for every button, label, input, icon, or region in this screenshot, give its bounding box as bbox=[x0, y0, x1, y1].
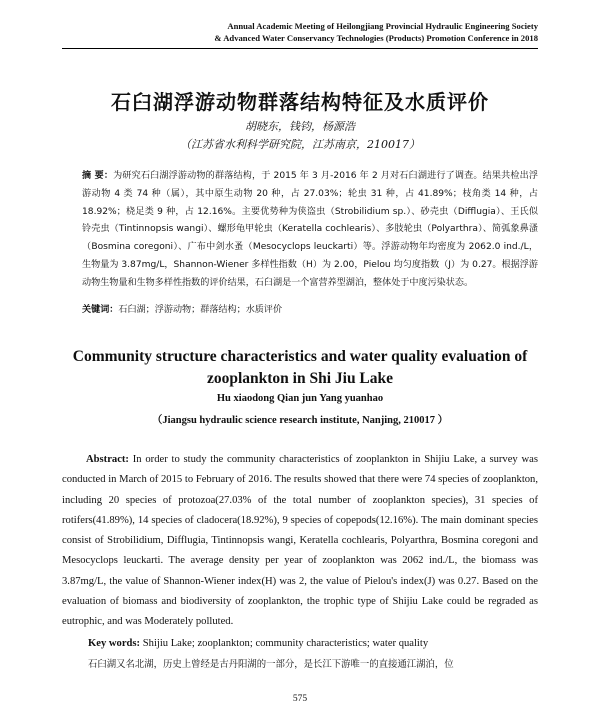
chinese-abstract-label: 摘 要： bbox=[82, 171, 114, 181]
page-number: 575 bbox=[292, 694, 308, 704]
running-header bbox=[214, 20, 538, 44]
english-keywords-text: Shijiu Lake; zooplankton; community characteristics; water quality bbox=[142, 638, 429, 649]
english-abstract-label: Abstract: bbox=[86, 454, 129, 465]
header-line-1: Annual Academic Meeting of Heilongjiang Provincial Hydraulic Engineering Society bbox=[227, 21, 538, 31]
chinese-abstract-text: 为研究石臼湖浮游动物的群落结构，于 2015 年 3 月-2016 年 2 月对石臼湖进行了调查。结果共检出浮游动物 4 类 74 种（属），其中原生动物 20 种，占 27.03%；轮虫 31 种，占 41.89%；枝角类 14 种，占 18.92%；桡足类 9 种，占 12.16%。主要优势种为侠盗虫（Strobilidium sp.）、砂壳虫（Difflugia）、王氏似铃壳虫（Tintinnopsis wangi）、螺形龟甲轮虫（Keratella cochlearis）、多肢轮虫（Polyarthra）、简弧象鼻溞（Bosmina coregoni）、广布中剑水蚤（Mesocyclops leuckarti）等。浮游动物年均密度为 2062.0 ind./L，生物量为 3.87mg/L，Shannon-Wiener 多样性指数（H）为 2.00，Pielou 均匀度指数（J）为 0.27。根据浮游动物生物量和生物多样性指数的评价结果，石臼湖是一个富营养型湖泊，整体处于中度污染状态。 bbox=[82, 171, 538, 288]
body-first-line: 石臼湖又名北湖，历史上曾经是古丹阳湖的一部分，是长江下游唯一的直接通江湖泊，位 bbox=[88, 659, 454, 670]
chinese-keywords-text: 石臼湖；浮游动物；群落结构；水质评价 bbox=[118, 305, 283, 315]
english-affiliation: （Jiangsu hydraulic science research institute, Nanjing, 210017 ） bbox=[151, 415, 449, 426]
english-keywords-label: Key words: bbox=[88, 638, 141, 649]
header-rule bbox=[62, 48, 538, 49]
chinese-keywords-label: 关键词： bbox=[82, 305, 119, 315]
english-title bbox=[0, 346, 600, 390]
english-abstract-text: In order to study the community characteristics of zooplankton in Shijiu Lake, a survey was conducted in March of 2015 to February of 2016. The results showed that there were 74 species of zooplankton, including 20 species of protozoa(27.03% of the total number of zooplankton species), 31 species of rotifers(41.89%), 14 species of cladocera(18.92%), 9 species of copepods(12.16%). The main dominant species consist of Strobilidium, Difflugia, Tintinnopsis wangi, Keratella cochlearis, Polyarthra, Bosmina coregoni and Mesocyclops leuckarti. The average density per year of zooplankton was 2062 ind./L, the biomass was 3.87mg/L, the value of Shannon-Wiener index(H) was 2, the value of Pielou's index(J) was 0.27. Based on the evaluation of biomass and biodiversity of zooplankton, the trophic type of Shijiu Lake could be regraded as eutrophic, and was Moderately polluted. bbox=[62, 454, 538, 628]
chinese-title: 石臼湖浮游动物群落结构特征及水质评价 bbox=[111, 90, 489, 114]
english-title-line-1: Community structure characteristics and water quality evaluation of bbox=[72, 348, 528, 365]
header-line-2: & Advanced Water Conservancy Technologies (Products) Promotion Conference in 2018 bbox=[214, 33, 538, 43]
english-keywords bbox=[88, 638, 538, 649]
english-authors: Hu xiaodong Qian jun Yang yuanhao bbox=[216, 393, 384, 404]
english-abstract bbox=[62, 450, 538, 633]
english-title-line-2: zooplankton in Shi Jiu Lake bbox=[206, 370, 394, 387]
chinese-affiliation: （江苏省水利科学研究院，江苏南京，210017） bbox=[180, 138, 420, 151]
chinese-authors: 胡晓东，钱钧，杨源浩 bbox=[245, 120, 355, 133]
chinese-keywords bbox=[82, 302, 538, 315]
chinese-abstract bbox=[82, 168, 538, 293]
